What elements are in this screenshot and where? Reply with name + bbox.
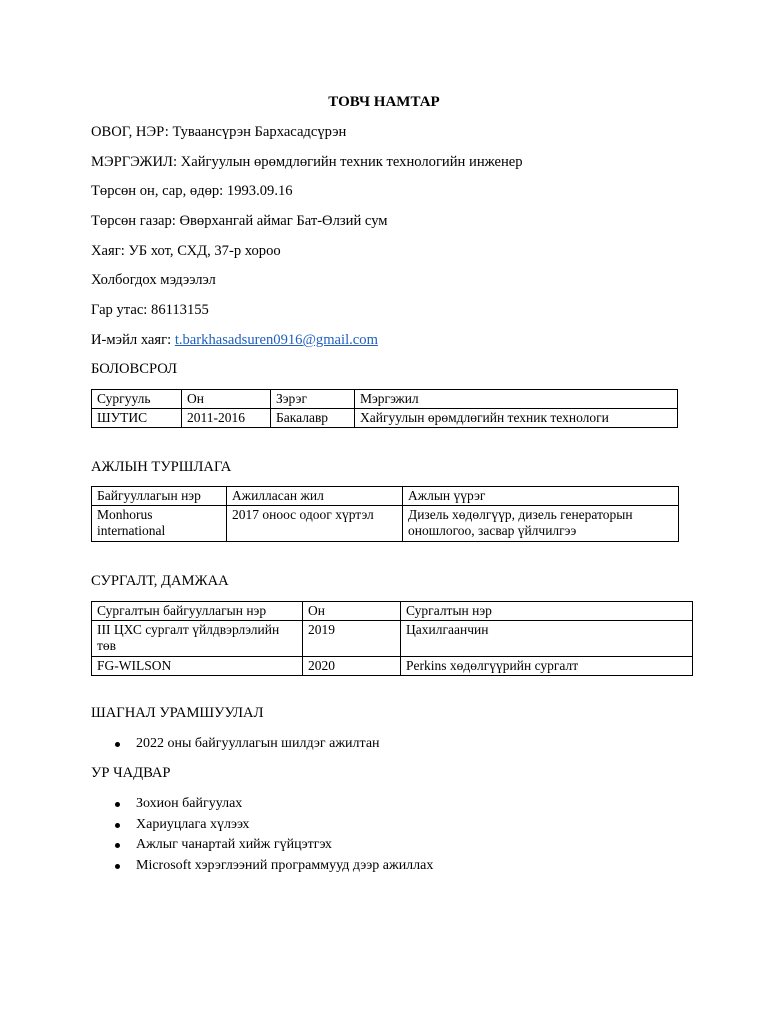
table-header-row: [92, 602, 693, 621]
birthplace-value: Өвөрхангай аймаг Бат-Өлзий сум: [179, 213, 388, 229]
table-row: [92, 657, 693, 676]
table-cell: ШУТИС: [92, 409, 182, 428]
awards-list: [115, 734, 380, 755]
name-line: [91, 123, 346, 141]
email-link[interactable]: t.barkhasadsuren0916@gmail.com: [174, 332, 378, 348]
table-cell: 2019: [303, 621, 401, 657]
bullet-icon: [115, 864, 120, 869]
table-cell: 2017 оноос одоог хүртэл: [227, 506, 403, 542]
table-header-row: [92, 487, 679, 506]
list-item-text: Microsoft хэрэглээний программууд дээр ажиллах: [136, 857, 434, 873]
list-item-text: Ажлыг чанартай хийж гүйцэтгэх: [136, 837, 332, 852]
table-row: [92, 621, 693, 657]
bullet-icon: [115, 742, 120, 747]
address-label: Хаяг:: [91, 243, 125, 259]
table-row: [92, 409, 678, 428]
table-header-row: [92, 390, 678, 409]
address-value: УБ хот, СХД, 37-р хороо: [128, 243, 281, 259]
profession-label: МЭРГЭЖИЛ:: [91, 154, 178, 170]
table-cell: Дизель хөдөлгүүр, дизель генераторын оношлогоо, засвар үйлчилгээ: [403, 506, 679, 542]
table-header-cell: Сургалтын байгууллагын нэр: [92, 602, 303, 621]
awards-heading: ШАГНАЛ УРАМШУУЛАЛ: [91, 705, 264, 721]
phone-value: 86113155: [151, 302, 209, 318]
table-header-cell: Ажлын үүрэг: [403, 487, 679, 506]
table-header-cell: Байгууллагын нэр: [92, 487, 227, 506]
page-title: ТОВЧ НАМТАР: [328, 94, 440, 110]
address-line: [91, 242, 281, 260]
table-cell: III ЦХС сургалт үйлдвэрлэлийн төв: [92, 621, 303, 657]
name-label: ОВОГ, НЭР:: [91, 124, 169, 140]
skills-heading: УР ЧАДВАР: [91, 765, 171, 781]
table-cell: FG-WILSON: [92, 657, 303, 676]
list-item: [115, 734, 380, 755]
contact-heading: Холбогдох мэдээлэл: [91, 272, 216, 288]
phone-label: Гар утас:: [91, 302, 148, 318]
phone-line: [91, 301, 209, 319]
bullet-icon: [115, 823, 120, 828]
list-item: [115, 794, 433, 815]
email-line: [91, 331, 378, 349]
education-heading: БОЛОВСРОЛ: [91, 361, 178, 377]
birthdate-line: [91, 182, 293, 200]
table-header-cell: Сургалтын нэр: [401, 602, 693, 621]
bullet-icon: [115, 802, 120, 807]
table-cell: Monhorus international: [92, 506, 227, 542]
birthplace-label: Төрсөн газар:: [91, 213, 176, 229]
skills-list: [115, 794, 433, 876]
name-value: Туваансүрэн Бархасадсүрэн: [172, 124, 347, 140]
table-cell: Perkins хөдөлгүүрийн сургалт: [401, 657, 693, 676]
training-heading: СУРГАЛТ, ДАМЖАА: [91, 573, 229, 589]
list-item: [115, 856, 433, 877]
table-cell: 2020: [303, 657, 401, 676]
profession-line: [91, 153, 523, 171]
training-table: [91, 601, 693, 676]
table-cell: Бакалавр: [271, 409, 355, 428]
list-item-text: Хариуцлага хүлээх: [136, 816, 250, 832]
table-row: [92, 506, 679, 542]
experience-heading: АЖЛЫН ТУРШЛАГА: [91, 459, 232, 475]
table-cell: 2011-2016: [182, 409, 271, 428]
education-table: [91, 389, 678, 428]
list-item: [115, 815, 433, 836]
table-header-cell: Зэрэг: [271, 390, 355, 409]
profession-value: Хайгуулын өрөмдлөгийн техник технологийн инженер: [180, 154, 523, 170]
list-item-text: 2022 оны байгууллагын шилдэг ажилтан: [136, 736, 380, 751]
list-item: [115, 835, 433, 856]
table-header-cell: Он: [182, 390, 271, 409]
table-cell: Хайгуулын өрөмдлөгийн техник технологи: [355, 409, 678, 428]
birthdate-label: Төрсөн он, сар, өдөр:: [91, 183, 224, 199]
table-header-cell: Сургууль: [92, 390, 182, 409]
table-header-cell: Ажилласан жил: [227, 487, 403, 506]
experience-table: [91, 486, 679, 542]
bullet-icon: [115, 843, 120, 848]
email-label: И-мэйл хаяг:: [91, 332, 172, 348]
table-cell: Цахилгаанчин: [401, 621, 693, 657]
birthdate-value: 1993.09.16: [226, 183, 293, 199]
table-header-cell: Он: [303, 602, 401, 621]
table-header-cell: Мэргэжил: [355, 390, 678, 409]
list-item-text: Зохион байгуулах: [136, 796, 243, 811]
birthplace-line: [91, 212, 388, 230]
